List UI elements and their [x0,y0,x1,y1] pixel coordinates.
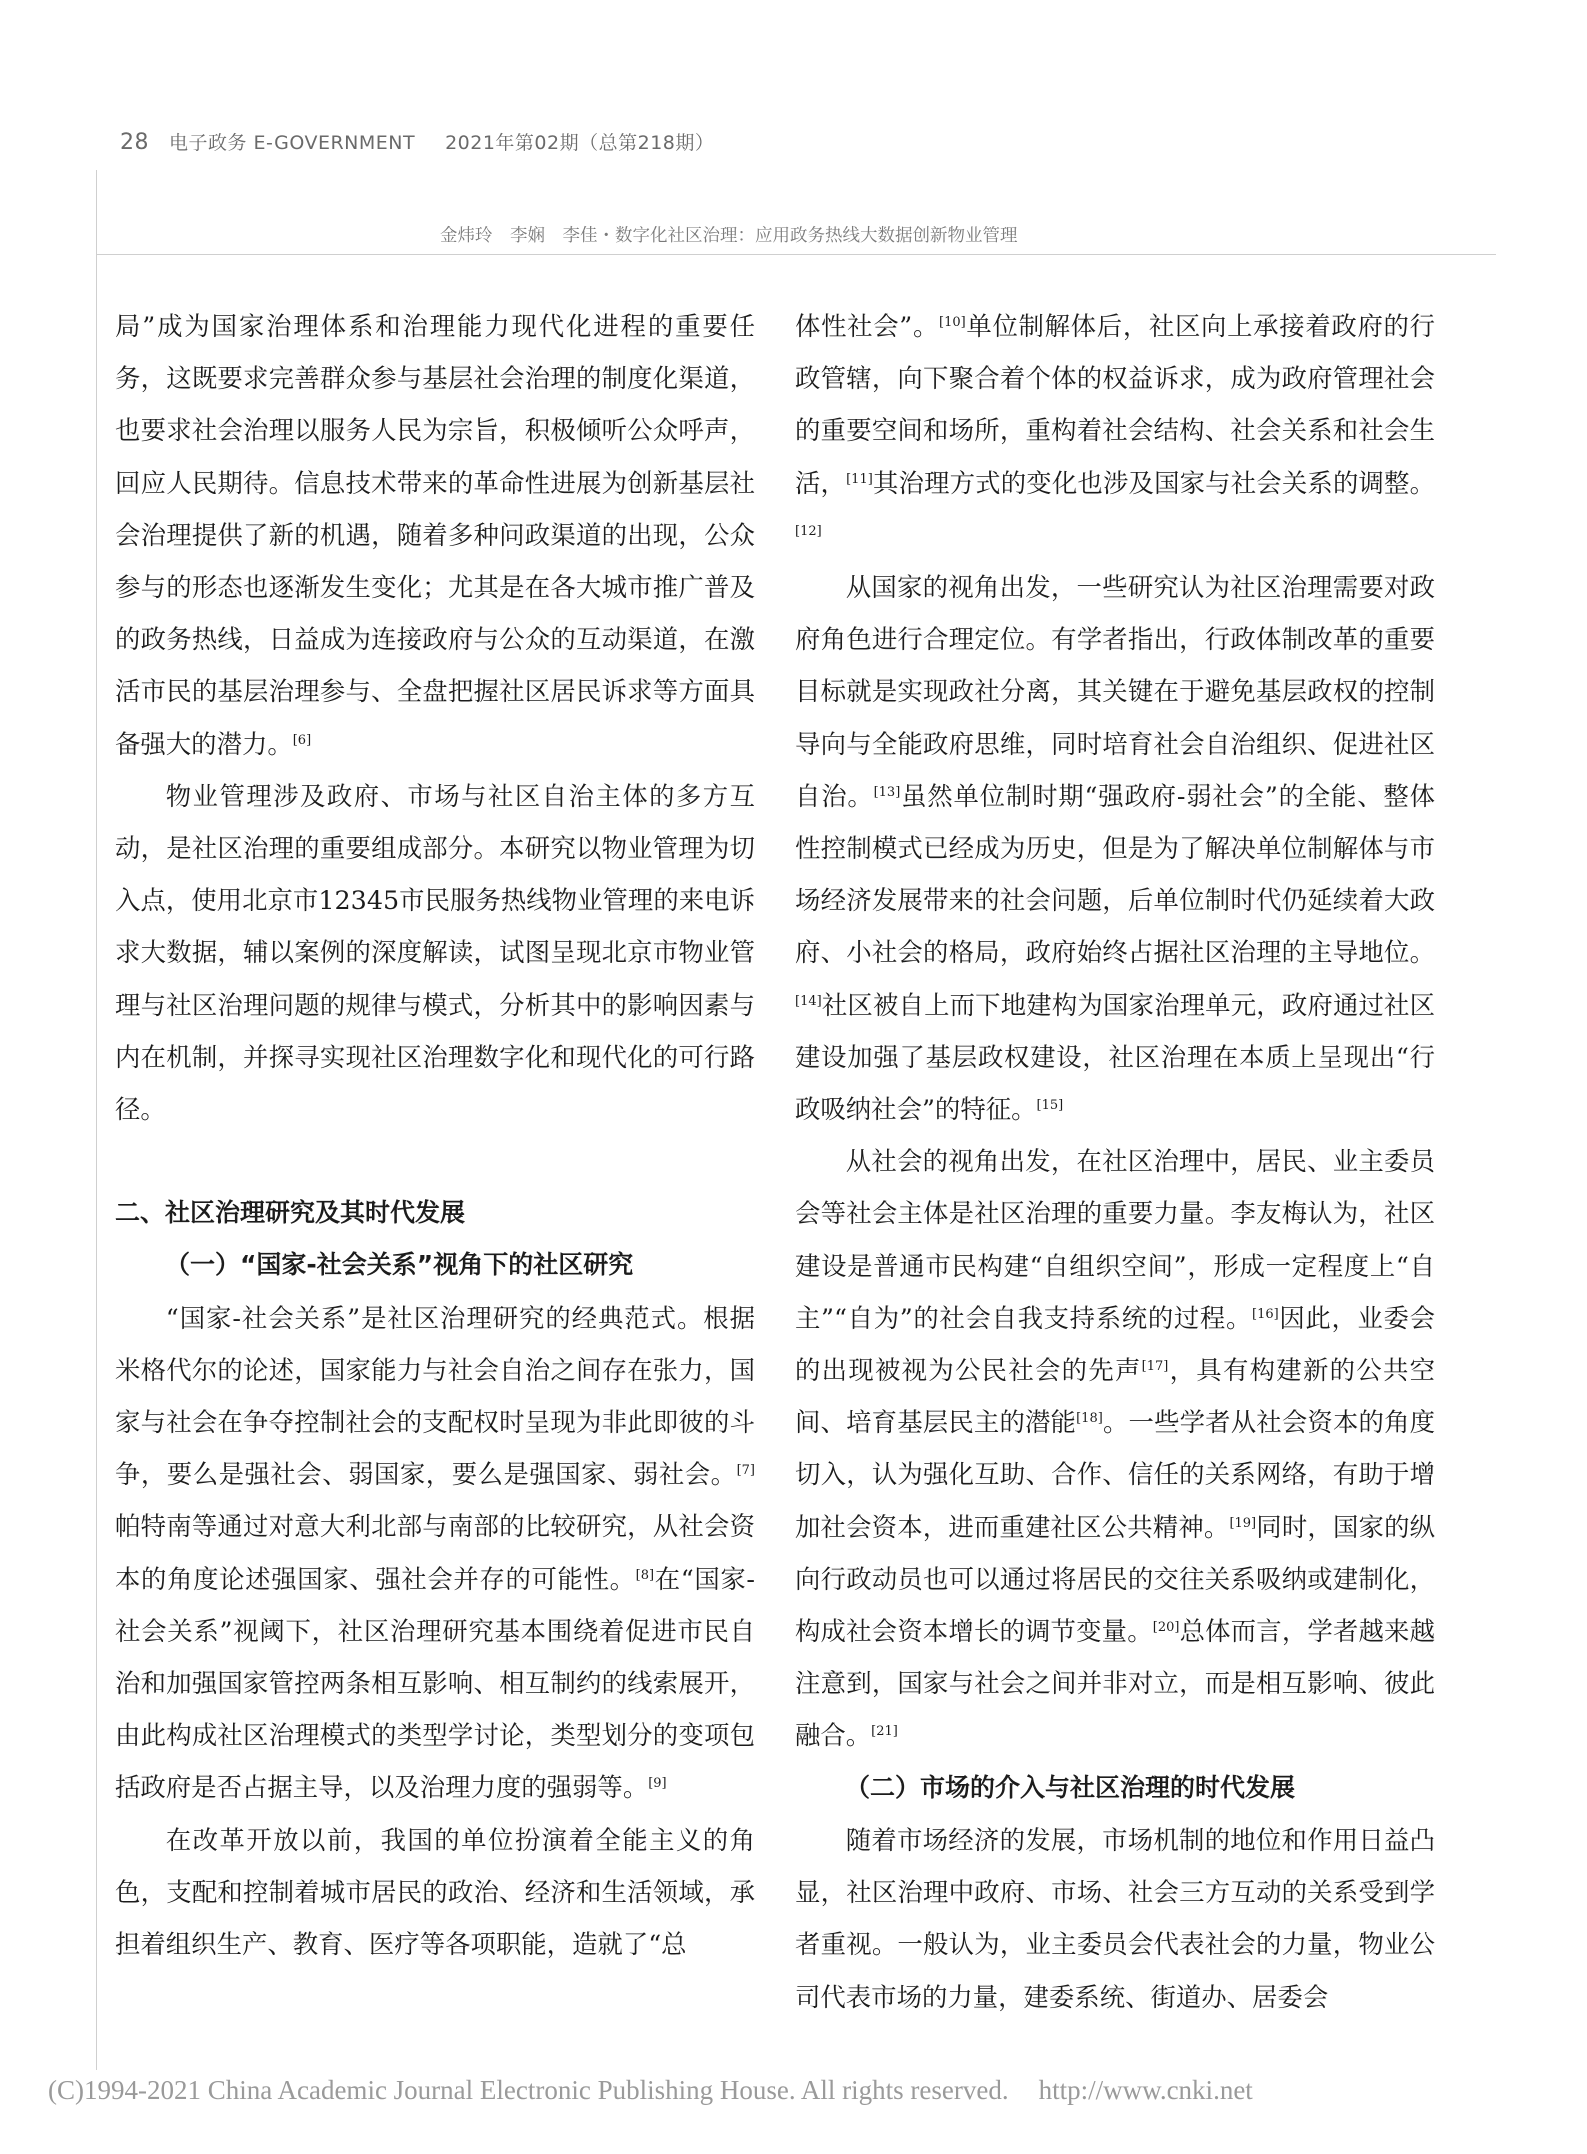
paragraph-text: ，具有构建新的公共空间、培育基层民主的潜能 [795,1355,1436,1438]
paragraph [795,1135,1435,1761]
paragraph-text: 局”成为国家治理体系和治理能力现代化进程的重要任务，这既要求完善群众参与基层社会治理的制度化渠道，也要求社会治理以服务人民为宗旨，积极倾听公众呼声，回应人民期待。信息技术带来的革命性进展为创新基层社会治理提供了新的机遇，随着多种问政渠道的出现，公众参与的形态也逐渐发生变化；尤其是在各大城市推广普及的政务热线，日益成为连接政府与公众的互动渠道，在激活市民的基层治理参与、全盘把握社区居民诉求等方面具备强大的潜力。 [115,311,755,759]
paragraph [795,300,1435,561]
paragraph-text: “国家-社会关系”是社区治理研究的经典范式。根据米格代尔的论述，国家能力与社会自治之间存在张力，国家与社会在争夺控制社会的支配权时呈现为非此即彼的斗争，要么是强社会、弱国家，要么是强国家、弱社会。 [115,1302,755,1490]
journal-issue: 2021年第02期（总第218期） [445,132,715,154]
paragraph: 在改革开放以前，我国的单位扮演着全能主义的角色，支配和控制着城市居民的政治、经济和生活领域，承担着组织生产、教育、医疗等各项职能，造就了“总 [115,1824,755,1960]
citation-ref: [12] [795,523,822,539]
paragraph-text: 总体而言，学者越来越注意到，国家与社会之间并非对立，而是相互影响、彼此融合。 [795,1616,1435,1751]
citation-ref: [13] [873,784,901,800]
paragraph [795,561,1435,1135]
right-column [795,300,1435,2023]
margin-rule-vertical [96,170,97,2070]
paragraph-text: 虽然单位制时期“强政府-弱社会”的全能、整体性控制模式已经成为历史，但是为了解决单位制解体与市场经济发展带来的社会问题，后单位制时代仍延续着大政府、小社会的格局，政府始终占据社区治理的主导地位。 [795,780,1435,968]
paragraph [115,1292,755,1814]
citation-ref: [7] [736,1463,755,1479]
citation-ref: [14] [795,993,822,1009]
subsection-heading: （一）“国家-社会关系”视角下的社区研究 [165,1250,634,1280]
citation-ref: [8] [635,1567,655,1583]
paragraph-text: 社区被自上而下地建构为国家治理单元，政府通过社区建设加强了基层政权建设，社区治理在本质上呈现出“行政吸纳社会”的特征。 [795,989,1435,1125]
page-number: 28 [120,130,149,155]
paragraph-text: 因此，业委会的出现被视为公民社会的先声 [795,1302,1435,1386]
citation-ref: [6] [292,732,312,748]
paragraph-text: 单位制解体后，社区向上承接着政府的行政管辖，向下聚合着个体的权益诉求，成为政府管理社会的重要空间和场所，重构着社会结构、社会关系和社会生活， [795,311,1436,498]
paragraph-text: 从社会的视角出发，在社区治理中，居民、业主委员会等社会主体是社区治理的重要力量。李友梅认为，社区建设是普通市民构建“自组织空间”，形成一定程度上“自主”“自为”的社会自我支持系统的过程。 [795,1146,1435,1333]
running-title: 金炜玲 李娴 李佳・数字化社区治理：应用政务热线大数据创新物业管理 [440,226,1018,246]
paragraph-text: 。一些学者从社会资本的角度切入，认为强化互助、合作、信任的关系网络，有助于增加社会资本，进而重建社区公共精神。 [795,1407,1436,1542]
citation-ref: [18] [1076,1411,1103,1427]
copyright-footer [48,2075,1253,2106]
citation-ref: [11] [846,471,873,487]
citation-ref: [20] [1152,1620,1180,1636]
paragraph-text: 同时，国家的纵向行政动员也可以通过将居民的交往关系吸纳或建制化，构成社会资本增长的调节变量。 [795,1511,1436,1647]
citation-ref: [21] [871,1724,898,1740]
copyright-text: (C)1994-2021 China Academic Journal Electronic Publishing House. All rights reserved. [48,2075,1009,2105]
paragraph-text: 从国家的视角出发，一些研究认为社区治理需要对政府角色进行合理定位。有学者指出，行政体制改革的重要目标就是实现政社分离，其关键在于避免基层政权的控制导向与全能政府思维，同时培育社会自治组织、促进社区自治。 [795,572,1435,811]
paragraph [115,300,755,770]
citation-ref: [16] [1252,1306,1279,1322]
citation-ref: [19] [1229,1515,1257,1531]
subsection-heading: （二）市场的介入与社区治理的时代发展 [845,1772,1296,1802]
footer-url: http://www.cnki.net [1038,2075,1253,2105]
paragraph-text: 帕特南等通过对意大利北部与南部的比较研究，从社会资本的角度论述强国家、强社会并存的可能性。 [115,1511,755,1594]
section-heading: 二、社区治理研究及其时代发展 [115,1198,466,1228]
citation-ref: [17] [1141,1359,1169,1375]
paragraph-text: 在“国家-社会关系”视阈下，社区治理研究基本围绕着促进市民自治和加强国家管控两条相互影响、相互制约的线索展开，由此构成社区治理模式的类型学讨论，类型划分的变项包括政府是否占据主导，以及治理力度的强弱等。 [115,1563,756,1803]
paragraph-text: 其治理方式的变化也涉及国家与社会关系的调整。 [872,467,1435,498]
citation-ref: [15] [1036,1098,1064,1114]
journal-name: 电子政务 E-GOVERNMENT [169,132,416,154]
paragraph: 随着市场经济的发展，市场机制的地位和作用日益凸显，社区治理中政府、市场、社会三方互动的关系受到学者重视。一般认为，业主委员会代表社会的力量，物业公司代表市场的力量，建委系统、街道办、居委会 [795,1824,1435,2012]
header-rule [96,254,1496,255]
citation-ref: [10] [939,315,966,330]
paragraph-text: 体性社会”。 [795,311,940,341]
left-column [115,300,755,1970]
paragraph: 物业管理涉及政府、市场与社区自治主体的多方互动，是社区治理的重要组成部分。本研究以物业管理为切入点，使用北京市12345市民服务热线物业管理的来电诉求大数据，辅以案例的深度解读，试图呈现北京市物业管理与社区治理问题的规律与模式，分析其中的影响因素与内在机制，并探寻实现社区治理数字化和现代化的可行路径。 [115,780,755,1125]
citation-ref: [9] [648,1776,667,1792]
page-header [120,128,714,155]
